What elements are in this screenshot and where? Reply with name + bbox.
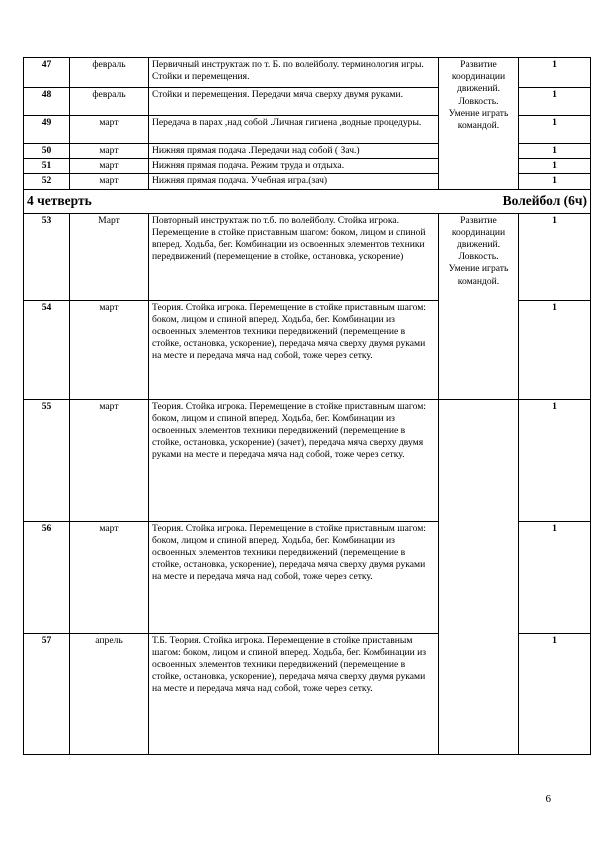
table-row [24, 633, 591, 754]
lesson-hours: 1 [519, 159, 591, 174]
lesson-hours: 1 [519, 116, 591, 144]
lesson-month: март [70, 521, 149, 633]
lesson-number: 48 [24, 88, 70, 116]
lesson-hours: 1 [519, 213, 591, 300]
lesson-goals: Развитие координации движений. Ловкость. Умение играть командой. [439, 213, 519, 399]
lesson-hours: 1 [519, 399, 591, 521]
lesson-topic: Теория. Стойка игрока. Перемещение в стойке приставным шагом: боком, лицом и спиной вперед. Ходьба, бег. Комбинации из освоенных элементов техники передвижений (перемещение в стойке, остановка, ускорение), передача мяча сверху двумя руками на месте и передача мяча над собой, тоже через сетку. [149, 521, 439, 633]
lesson-number: 55 [24, 399, 70, 521]
lesson-topic: Нижняя прямая подача. Учебная игра.(зач) [149, 174, 439, 189]
quarter-header [24, 189, 591, 213]
goals-cell-empty [439, 633, 519, 754]
lesson-month: март [70, 144, 149, 159]
quarter-title: 4 четверть [27, 192, 92, 208]
lesson-month: март [70, 174, 149, 189]
lesson-plan-table [23, 57, 591, 755]
lesson-goals: Развитие координации движений. Ловкость. Умение играть командой. [439, 58, 519, 190]
lesson-month: март [70, 116, 149, 144]
lesson-month: апрель [70, 633, 149, 754]
lesson-month: март [70, 399, 149, 521]
lesson-month: март [70, 300, 149, 399]
lesson-hours: 1 [519, 633, 591, 754]
table-row [24, 521, 591, 633]
lesson-topic: Нижняя прямая подача .Передачи над собой ( Зач.) [149, 144, 439, 159]
lesson-hours: 1 [519, 88, 591, 116]
lesson-hours: 1 [519, 300, 591, 399]
lesson-number: 53 [24, 213, 70, 300]
table-row [24, 399, 591, 521]
lesson-topic: Стойки и перемещения. Передачи мяча сверху двумя руками. [149, 88, 439, 116]
lesson-topic: Нижняя прямая подача. Режим труда и отдыха. [149, 159, 439, 174]
lesson-topic: Теория. Стойка игрока. Перемещение в стойке приставным шагом: боком, лицом и спиной вперед. Ходьба, бег. Комбинации из освоенных элементов техники передвижений (перемещение в стойке, остановка, ускорение) (зачет), передача мяча сверху двумя руками на месте и передача мяча над собой, тоже через сетку. [149, 399, 439, 521]
lesson-number: 49 [24, 116, 70, 144]
lesson-hours: 1 [519, 174, 591, 189]
lesson-number: 54 [24, 300, 70, 399]
lesson-number: 51 [24, 159, 70, 174]
lesson-number: 50 [24, 144, 70, 159]
table-row [24, 58, 591, 88]
lesson-topic: Т.Б. Теория. Стойка игрока. Перемещение в стойке приставным шагом: боком, лицом и спиной вперед. Ходьба, бег. Комбинации из освоенных элементов техники передвижений (перемещение в стойке, остановка, ускорение), передача мяча сверху двумя руками на месте и передача мяча над собой, тоже через сетку. [149, 633, 439, 754]
lesson-month: февраль [70, 58, 149, 88]
lesson-number: 56 [24, 521, 70, 633]
lesson-topic: Первичный инструктаж по т. Б. по волейболу. терминология игры. Стойки и перемещения. [149, 58, 439, 88]
lesson-number: 52 [24, 174, 70, 189]
lesson-topic: Передача в парах ,над собой .Личная гигиена ,водные процедуры. [149, 116, 439, 144]
goals-cell-empty [439, 521, 519, 633]
lesson-month: Март [70, 213, 149, 300]
table-row [24, 213, 591, 300]
lesson-month: март [70, 159, 149, 174]
quarter-header-row [24, 189, 591, 213]
lesson-hours: 1 [519, 58, 591, 88]
goals-cell-empty [439, 399, 519, 521]
lesson-topic: Теория. Стойка игрока. Перемещение в стойке приставным шагом: боком, лицом и спиной вперед. Ходьба, бег. Комбинации из освоенных элементов техники передвижений (перемещение в стойке, остановка, ускорение), передача мяча сверху двумя руками на месте и передача мяча над собой, тоже через сетку. [149, 300, 439, 399]
lesson-number: 57 [24, 633, 70, 754]
page-number: 6 [545, 793, 551, 805]
lesson-number: 47 [24, 58, 70, 88]
lesson-hours: 1 [519, 144, 591, 159]
section-title: Волейбол (6ч) [502, 192, 587, 208]
lesson-month: февраль [70, 88, 149, 116]
lesson-topic: Повторный инструктаж по т.б. по волейболу. Стойка игрока. Перемещение в стойке приставным шагом: боком, лицом и спиной вперед. Ходьба, бег. Комбинации из освоенных элементов техники передвижений (перемещение в стойке, остановка, ускорение) [149, 213, 439, 300]
lesson-hours: 1 [519, 521, 591, 633]
